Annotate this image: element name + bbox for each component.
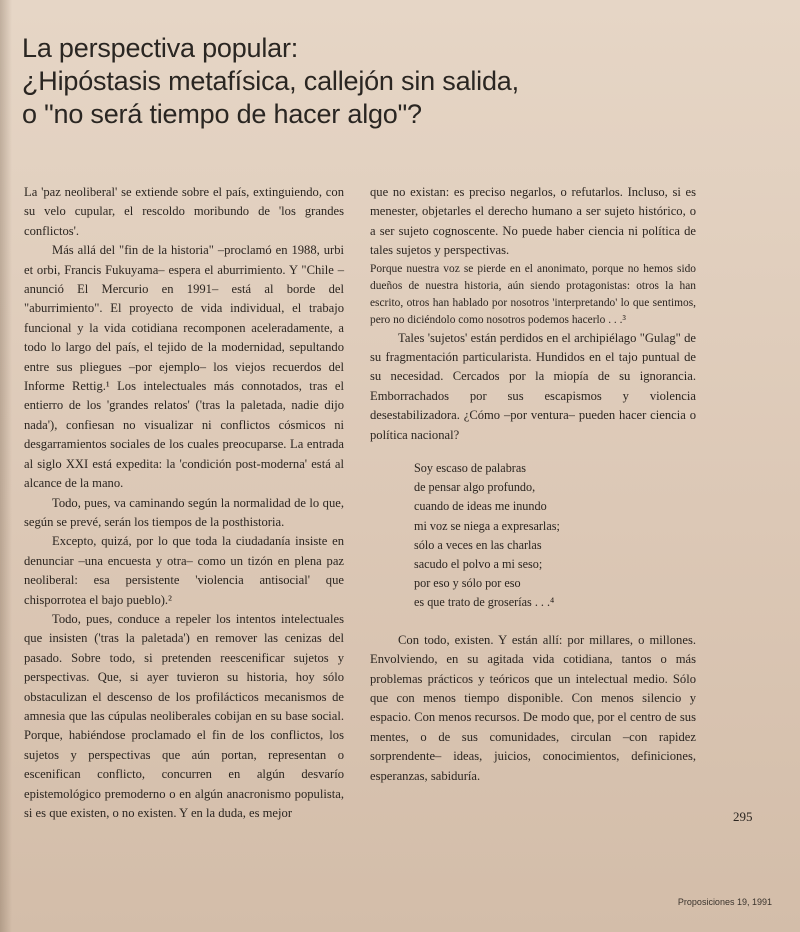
article-title	[22, 32, 762, 131]
poem-line: sacudo el polvo a mi seso;	[414, 557, 543, 572]
journal-footer: Proposiciones 19, 1991	[677, 897, 772, 907]
paragraph: Con todo, existen. Y están allí: por millares, o millones. Envolviendo, en su agitada vida cotidiana, tantos o más problemas prácticos y teóricos que un intelectual medio. Sólo que con menos tiempo disponible. Con menos silencio y espacio. Con menos recursos. De modo que, por el centro de sus mentes, o de sus comunidades, circulan –con rapidez sorprendente– ideas, juicios, conocimientos, definiciones, esperanzas, sabiduría.	[370, 632, 696, 783]
poem-line: de pensar algo profundo,	[414, 480, 536, 495]
left-column	[24, 183, 344, 823]
paragraph: Todo, pues, va caminando según la normalidad de lo que, según se prevé, serán los tiempos de la posthistoria.	[24, 495, 344, 529]
block-quote: Porque nuestra voz se pierde en el anonimato, porque no hemos sido dueños de nuestra historia, aún siendo protagonistas: otros la han escrito, otros han hablado por nosotros 'interpretando' lo que sentimos, pero no diciéndolo como nosotros podemos hacerlo . . .³	[370, 262, 696, 326]
paragraph: Todo, pues, conduce a repeler los intentos intelectuales que insisten ('tras la paletada') en remover las cenizas del pasado. Sobre todo, si pretenden reescenificar sujetos y perspectivas. Que, si ayer tuvieron su historia, hoy sólo obstaculizan el descenso de los profilácticos mecanismos de amnesia que las cúpulas neoliberales cobijan en su base social. Porque, habiéndose proclamado el fin de los conflictos, los sujetos y perspectivas que aún portan, representan o escenifican conflicto, concurren en algún desvarío epistemológico premoderno o en algún anacronismo populista, si es que existen, o no existen. Y en la duda, es mejor	[24, 611, 344, 820]
poem-line: Soy escaso de palabras	[414, 461, 527, 476]
title-line-2: ¿Hipóstasis metafísica, callejón sin salida,	[22, 66, 519, 96]
title-line-1: La perspectiva popular:	[22, 33, 299, 63]
page-number: 295	[733, 809, 753, 824]
poem-line: cuando de ideas me inundo	[414, 499, 547, 514]
paragraph: Excepto, quizá, por lo que toda la ciudadanía insiste en denunciar –una encuesta y otra– como un tizón en plena paz neoliberal: esa persistente 'violencia antisocial' que chisporrotea el bajo pueblo).²	[24, 534, 344, 607]
poem-line: mi voz se niega a expresarlas;	[414, 518, 560, 533]
paragraph: Más allá del "fin de la historia" –proclamó en 1988, urbi et orbi, Francis Fukuyama– espera el aburrimiento. Y "Chile –anunció El Mercurio en 1991– está al borde del "aburrimiento". El proyecto de vida individual, el trabajo funcional y la vida cotidiana recomponen aceleradamente, a todo lo largo del país, el tejido de la modernidad, sepultando entre sus pliegues –por ejemplo– los viejos recuerdos del Informe Rettig.¹ Los intelectuales más connotados, tras el entierro de los 'grandes relatos' ('tras la paletada, nadie dijo nada'), confiesan no visualizar ni conflictos cósmicos ni desgarramientos sociales de los cuales preocuparse. La entrada al siglo XXI está expedita: la 'condición post-moderna' está al alcance de la mano.	[24, 243, 344, 491]
paragraph: que no existan: es preciso negarlos, o refutarlos. Incluso, si es menester, objetarles el derecho humano a ser sujeto histórico, o a ser sujeto cognoscente. No puede haber ciencia ni política de tales sujetos y perspectivas.	[370, 185, 696, 258]
poem-line: sólo a veces en las charlas	[414, 537, 542, 552]
page-fold-shadow	[0, 0, 12, 932]
poem-line: es que trato de groserías . . .⁴	[414, 595, 555, 610]
poem-verse	[414, 459, 696, 613]
paragraph: La 'paz neoliberal' se extiende sobre el país, extinguiendo, con su velo cupular, el rescoldo moribundo de 'los grandes conflictos'.	[24, 185, 344, 238]
poem-line: por eso y sólo por eso	[414, 576, 521, 591]
paragraph: Tales 'sujetos' están perdidos en el archipiélago "Gulag" de su fragmentación particularista. Hundidos en el tajo puntual de su necesidad. Cercados por la miopía de su ignorancia. Emborrachados por sus escapismos y violencia desestabilizadora. ¿Cómo –por ventura– pueden hacer ciencia o política nacional?	[370, 330, 696, 442]
title-line-3: o "no será tiempo de hacer algo"?	[22, 99, 422, 129]
right-column	[370, 183, 696, 786]
